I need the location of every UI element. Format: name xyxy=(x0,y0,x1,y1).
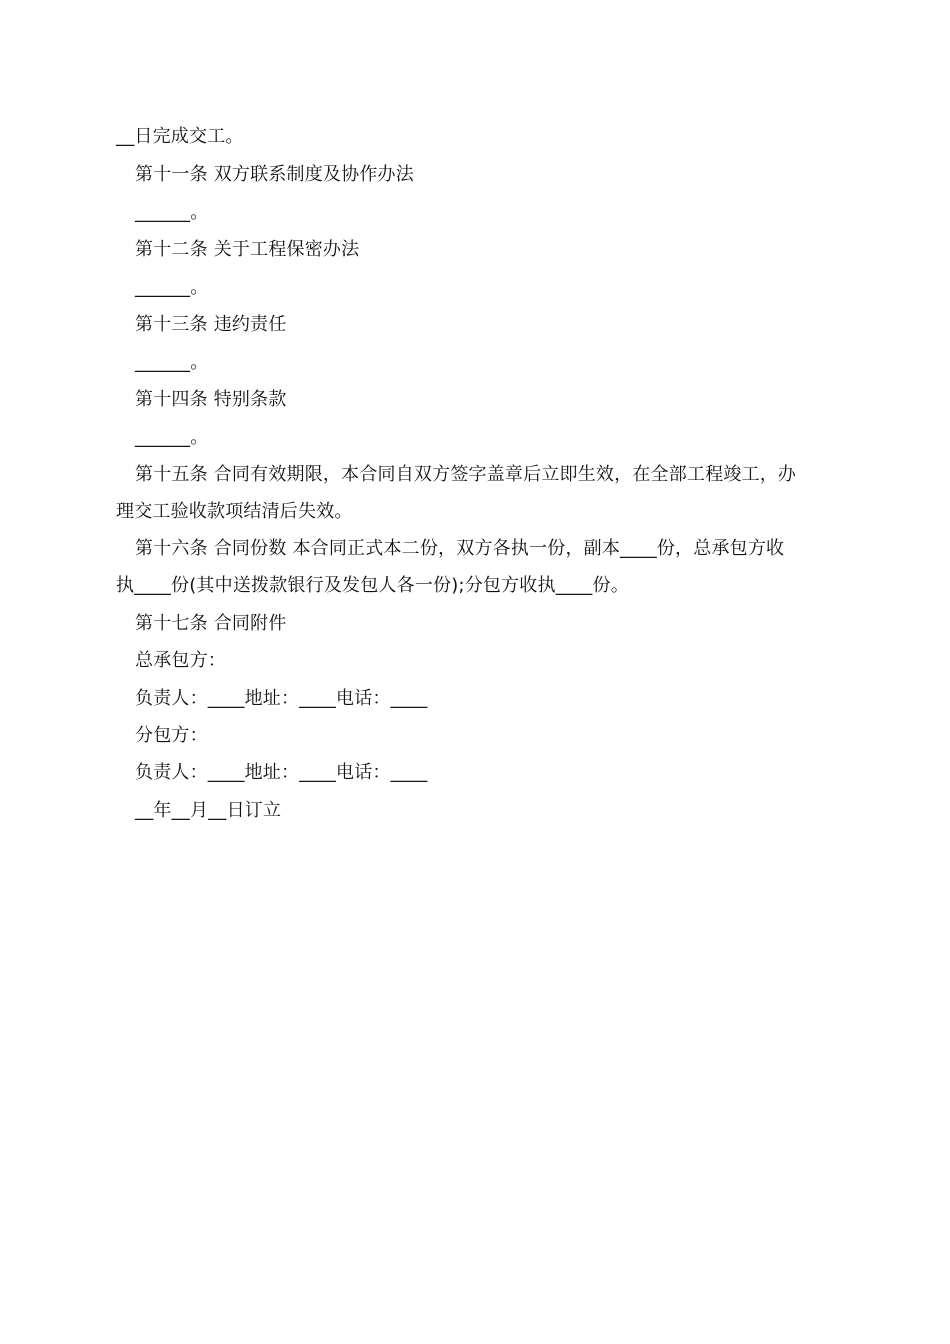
article-15-text-cont: 理交工验收款项结清后失效。 xyxy=(116,501,353,522)
article-16-text-cont: 执____份(其中送拨款银行及发包人各一份);分包方收执____份。 xyxy=(116,575,629,596)
article-14-heading: 第十四条 特别条款 xyxy=(135,389,287,410)
article-11-heading: 第十一条 双方联系制度及协作办法 xyxy=(135,164,414,185)
general-contractor-label: 总承包方： xyxy=(135,650,226,671)
article-12-heading: 第十二条 关于工程保密办法 xyxy=(135,239,360,260)
article-14-blank: ______。 xyxy=(135,427,209,448)
subcontractor-details: 负责人：____地址：____电话：____ xyxy=(135,762,428,783)
article-12-blank: ______。 xyxy=(135,277,209,298)
signing-date-line: __年__月__日订立 xyxy=(135,800,282,821)
subcontractor-label: 分包方： xyxy=(135,725,208,746)
article-17-heading: 第十七条 合同附件 xyxy=(135,613,287,634)
article-15-text: 第十五条 合同有效期限，本合同自双方签字盖章后立即生效，在全部工程竣工，办 xyxy=(135,464,797,485)
article-11-blank: ______。 xyxy=(135,202,209,223)
completion-date-line: __日完成交工。 xyxy=(116,126,244,147)
article-13-heading: 第十三条 违约责任 xyxy=(135,314,287,335)
article-16-text: 第十六条 合同份数 本合同正式本二份，双方各执一份，副本____份，总承包方收 xyxy=(135,538,785,559)
article-13-blank: ______。 xyxy=(135,352,209,373)
general-contractor-details: 负责人：____地址：____电话：____ xyxy=(135,688,428,709)
